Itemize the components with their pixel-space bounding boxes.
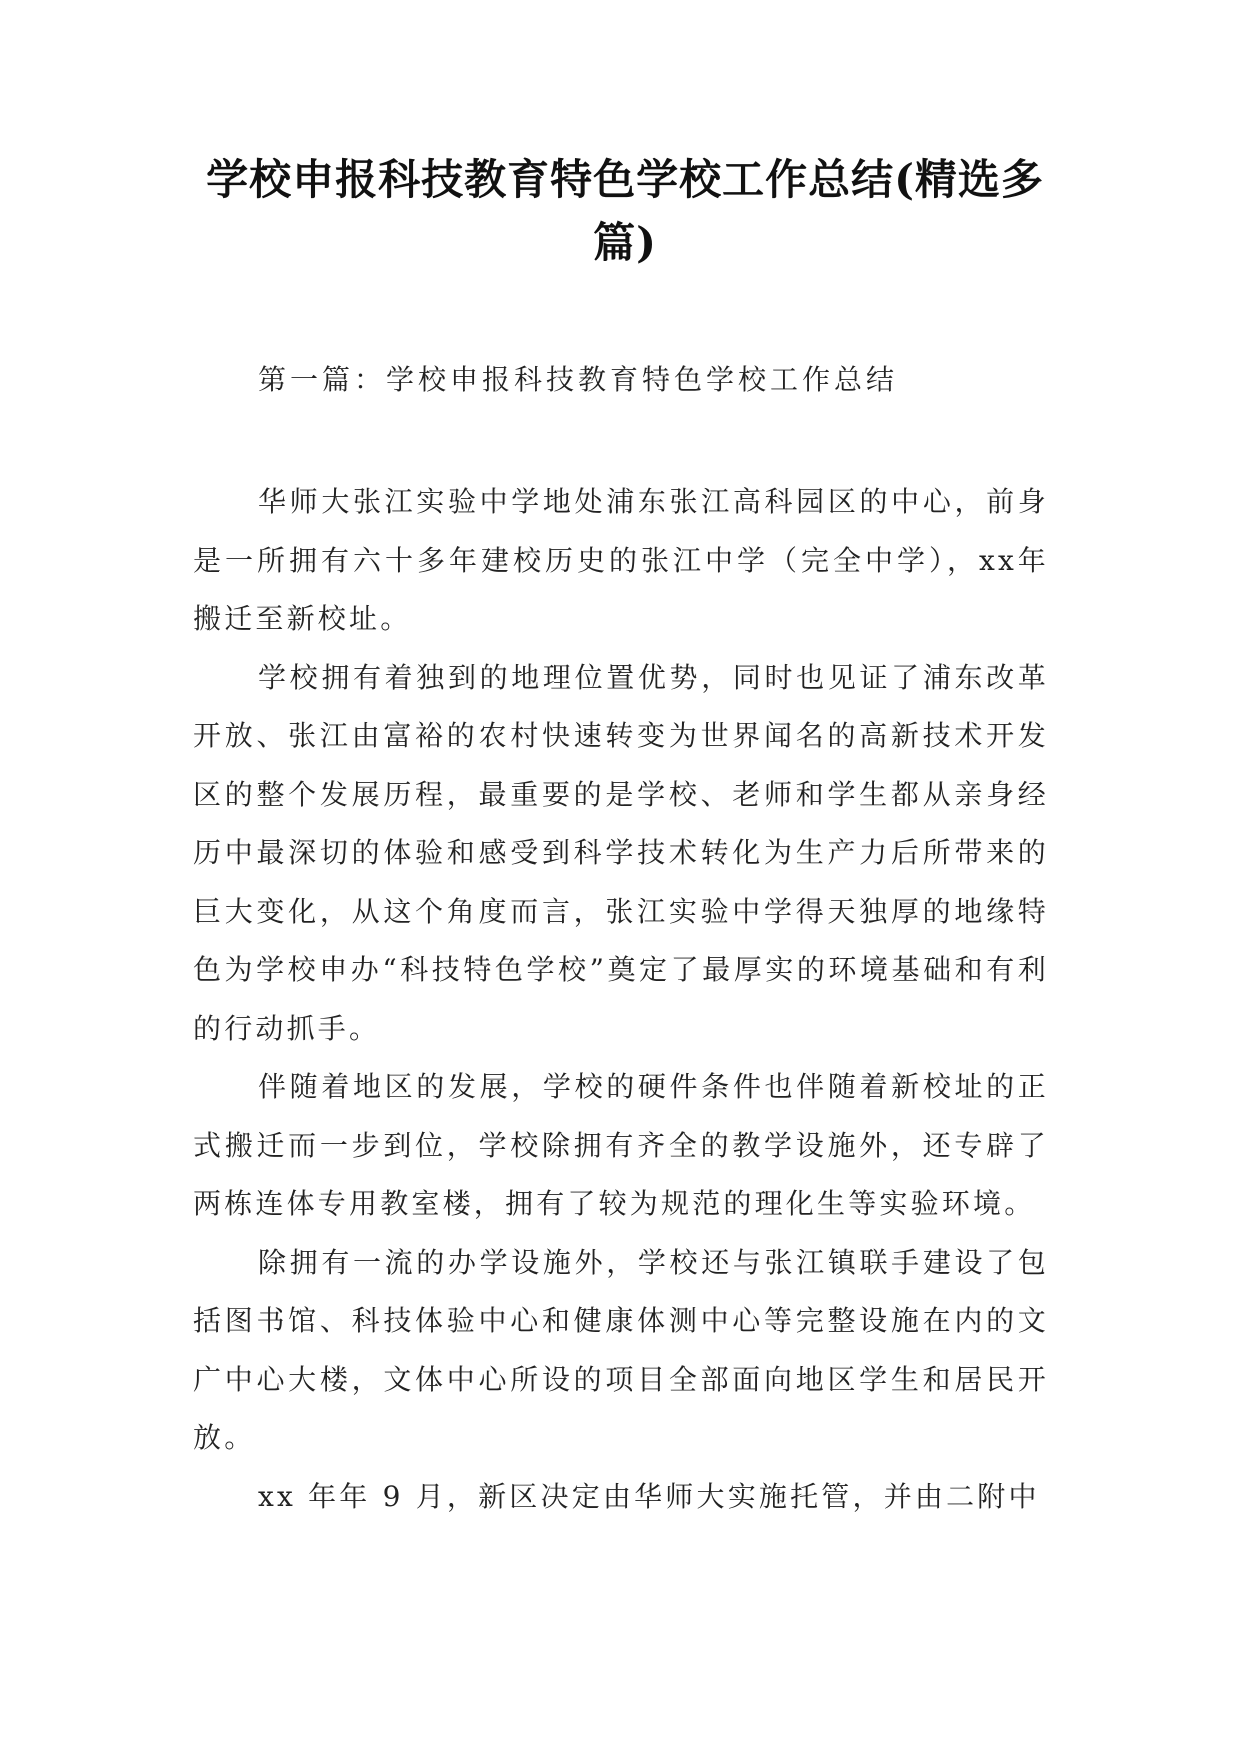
paragraph: 伴随着地区的发展，学校的硬件条件也伴随着新校址的正式搬迁而一步到位，学校除拥有齐全的教学设施外，还专辟了两栋连体专用教室楼，拥有了较为规范的理化生等实验环境。	[193, 1070, 1049, 1220]
paragraph: 学校拥有着独到的地理位置优势，同时也见证了浦东改革开放、张江由富裕的农村快速转变为世界闻名的高新技术开发区的整个发展历程，最重要的是学校、老师和学生都从亲身经历中最深切的体验和感受到科学技术转化为生产力后所带来的巨大变化，从这个角度而言，张江实验中学得天独厚的地缘特色为学校申办“科技特色学校”奠定了最厚实的环境基础和有利的行动抓手。	[193, 660, 1049, 1045]
document-title: 学校申报科技教育特色学校工作总结(精选多篇)	[206, 155, 1044, 267]
section-heading: 第一篇：学校申报科技教育特色学校工作总结	[258, 363, 899, 396]
paragraph: 除拥有一流的办学设施外，学校还与张江镇联手建设了包括图书馆、科技体验中心和健康体测中心等完整设施在内的文广中心大楼，文体中心所设的项目全部面向地区学生和居民开放。	[193, 1245, 1049, 1454]
paragraph: xx 年年 9 月，新区决定由华师大实施托管，并由二附中	[258, 1479, 1040, 1513]
paragraph: 华师大张江实验中学地处浦东张江高科园区的中心，前身是一所拥有六十多年建校历史的张江中学（完全中学），xx年搬迁至新校址。	[193, 485, 1049, 635]
document-body	[193, 473, 1049, 1526]
